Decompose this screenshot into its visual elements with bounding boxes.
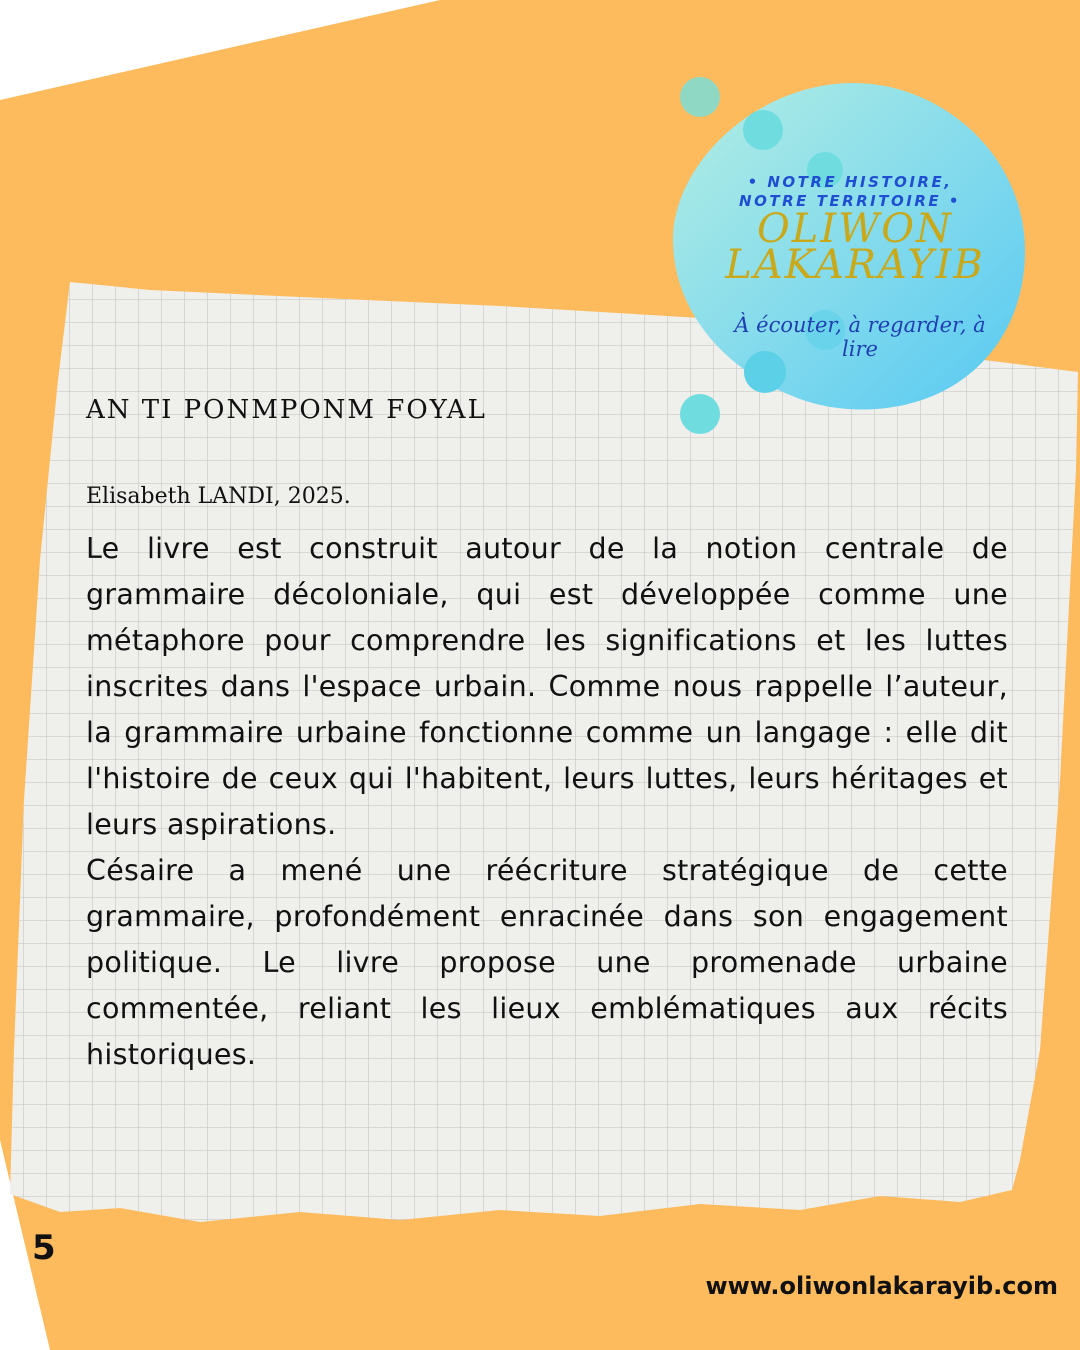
book-author: Elisabeth LANDI, 2025. [86, 484, 351, 509]
book-title: AN TI PONMPONM FOYAL [86, 395, 487, 425]
logo-tagline-line2: NOTRE TERRITOIRE • [739, 192, 961, 210]
logo-tagline-line1: • NOTRE HISTOIRE, [747, 173, 953, 191]
description-paragraph-1: Le livre est construit autour de la notion centrale de grammaire décoloniale, qui est développée comme une métaphore pour comprendre les significations et les luttes inscrites dans l'espace urbain. Comme nous rappelle l’auteur, la grammaire urbaine fonctionne comme un langage : elle dit l'histoire de ceux qui l'habitent, leurs luttes, leurs héritages et leurs aspirations. [86, 532, 1008, 841]
description-paragraph-2: Césaire a mené une réécriture stratégique de cette grammaire, profondément enracinée dans son engagement politique. Le livre propose une promenade urbaine commentée, reliant les lieux emblématiques aux récits historiques. [86, 854, 1008, 1071]
oliwon-lakarayib-logo [665, 75, 1035, 435]
book-description [86, 526, 1008, 1078]
logo-title [705, 206, 1005, 288]
page-number: 5 [32, 1228, 56, 1268]
website-url[interactable]: www.oliwonlakarayib.com [705, 1272, 1058, 1300]
logo-title-line2: LAKARAYIB [725, 242, 985, 288]
logo-subtitle: À écouter, à regarder, à lire [734, 313, 986, 361]
logo-title-line1: OLIWON [756, 206, 954, 252]
